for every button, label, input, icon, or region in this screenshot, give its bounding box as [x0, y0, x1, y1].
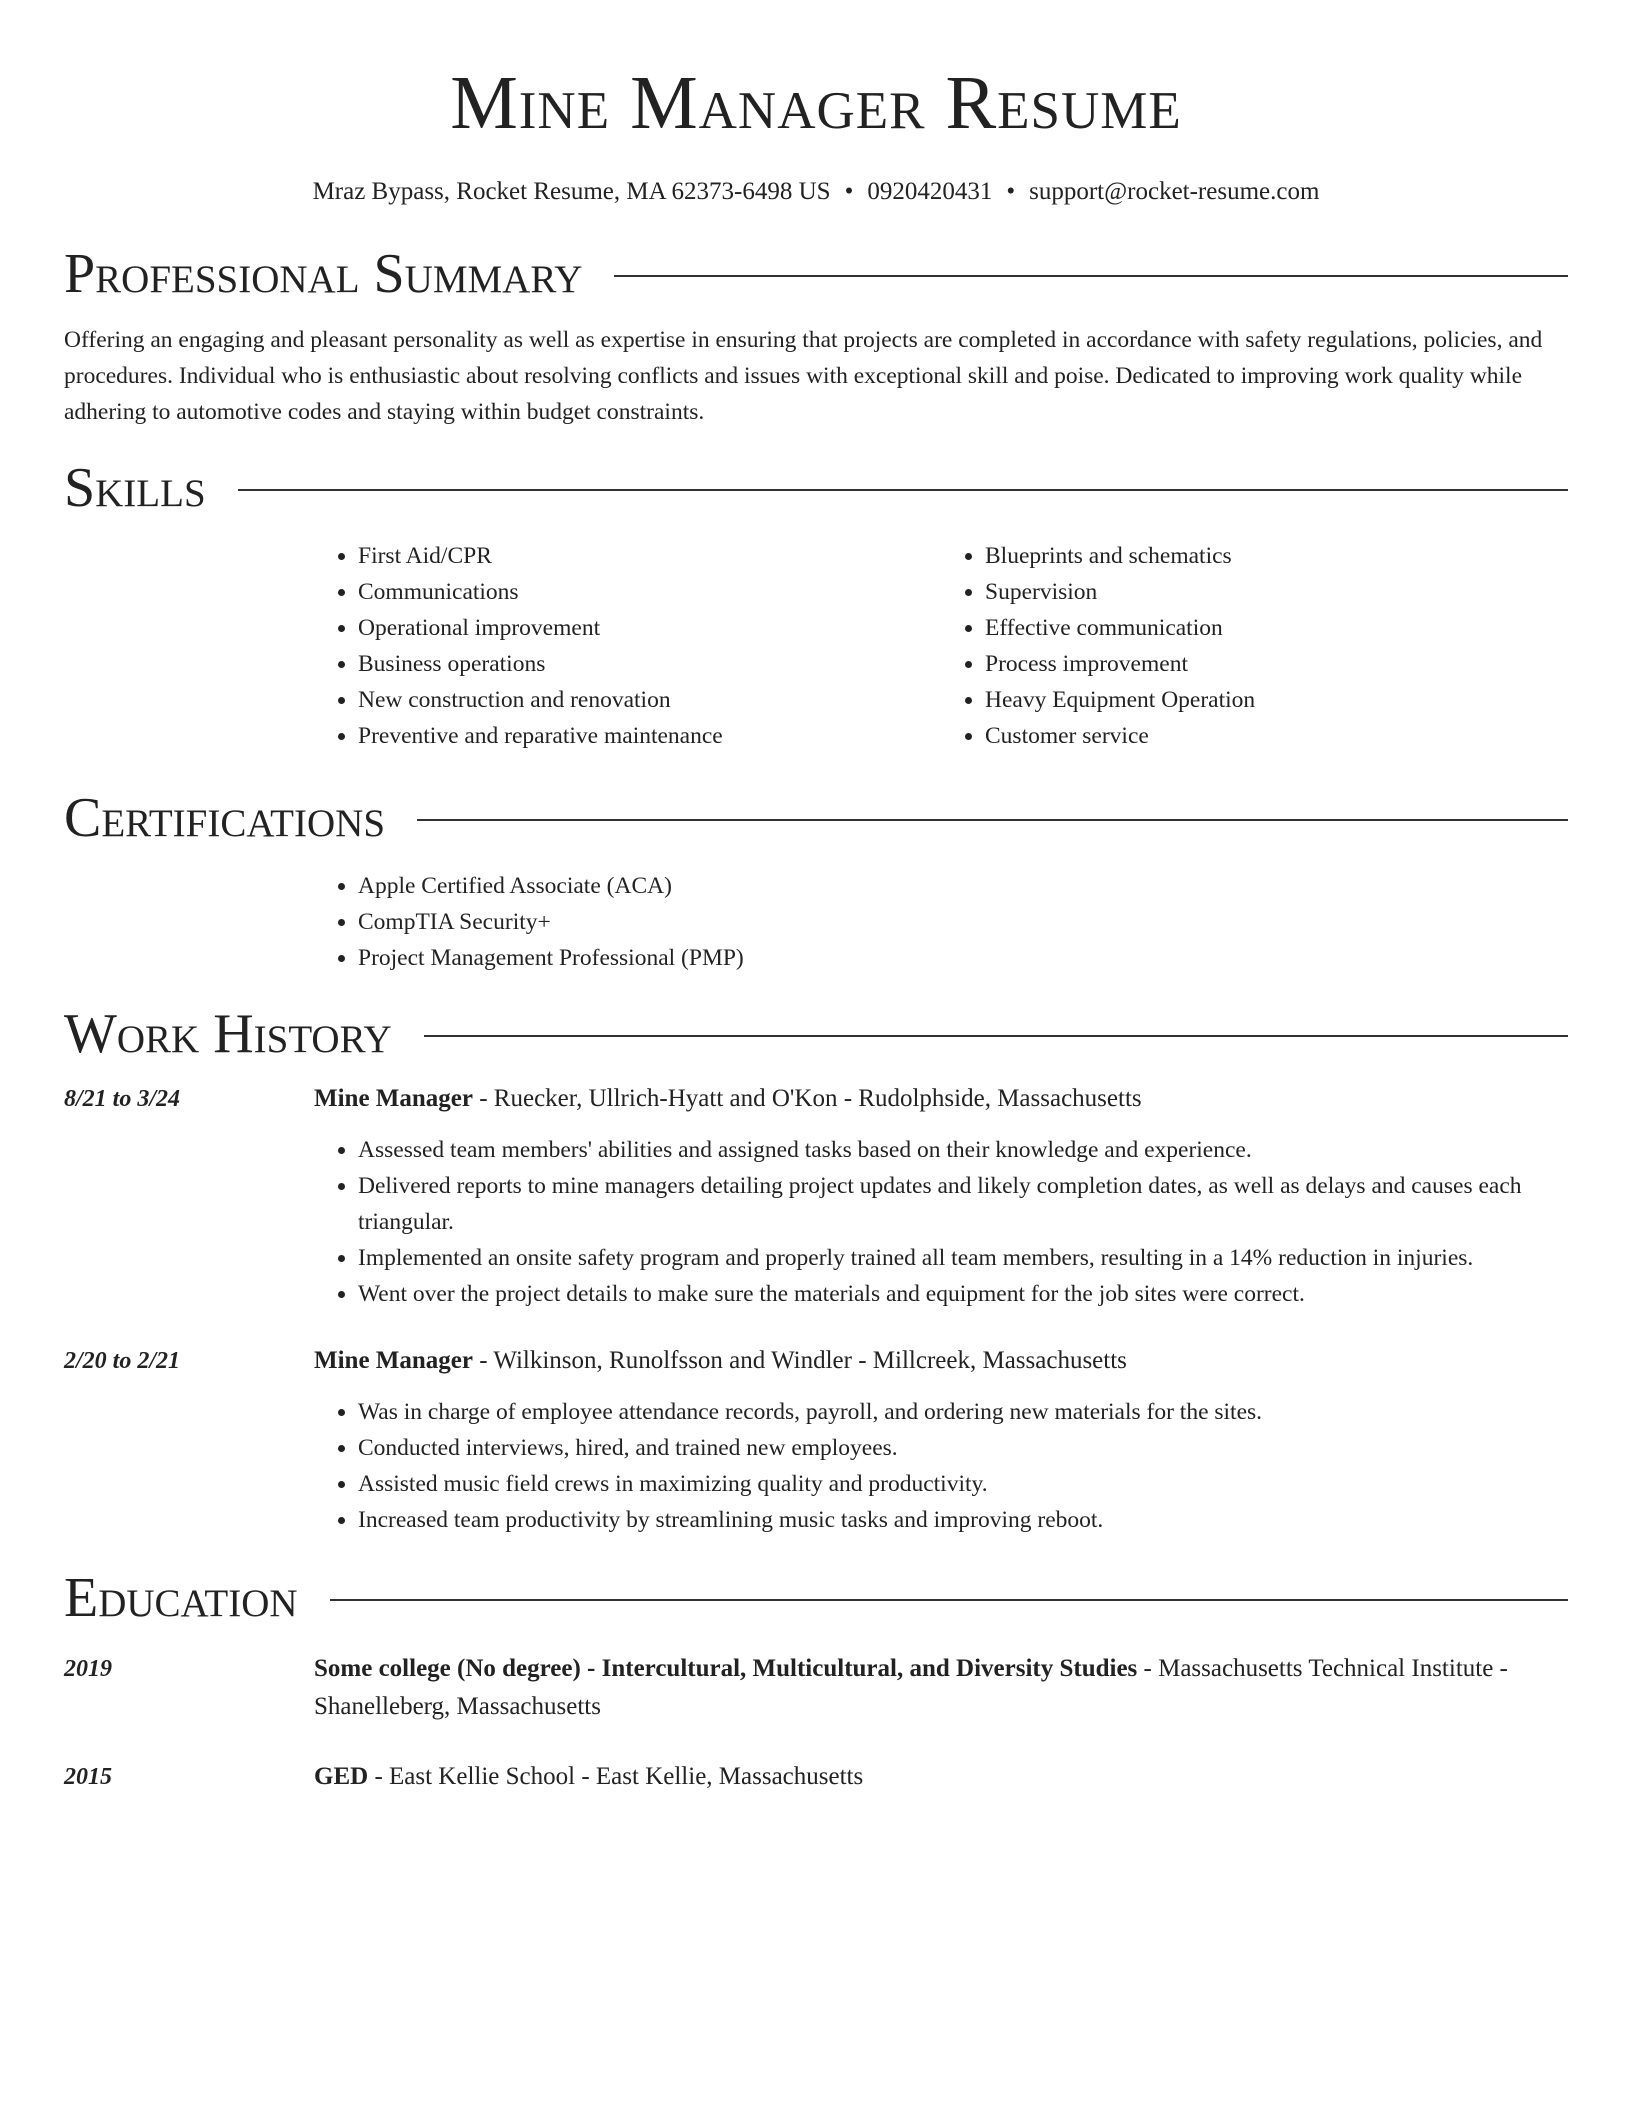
- contact-line: [64, 176, 1568, 208]
- education-degree: Some college (No degree) - Intercultural, Multicultural, and Diversity Studies: [314, 1655, 1138, 1682]
- skill-item: • Heavy Equipment Operation: [985, 682, 1568, 718]
- skill-item: • Business operations: [358, 646, 941, 682]
- education-date: 2019: [64, 1656, 112, 1682]
- job-date: 8/21 to 3/24: [64, 1086, 181, 1112]
- skill-item: • Preventive and reparative maintenance: [358, 718, 941, 754]
- contact-email: support@rocket-resume.com: [1029, 178, 1320, 205]
- education-entry: [64, 1758, 1568, 1796]
- job-entry: [64, 1342, 1568, 1538]
- job-bullet: • Delivered reports to mine managers detailing project updates and likely completion dates, as well as delays and causes each triangular.: [358, 1168, 1568, 1240]
- job-bullet: • Increased team productivity by streamlining music tasks and improving reboot.: [358, 1502, 1568, 1538]
- contact-phone: 0920420431: [867, 178, 993, 205]
- education-entry: [64, 1650, 1568, 1726]
- job-bullets: [314, 1394, 1568, 1538]
- job-bullet: • Implemented an onsite safety program and properly trained all team members, resulting in a 14% reduction in injuries.: [358, 1240, 1568, 1276]
- job-date: 2/20 to 2/21: [64, 1348, 181, 1374]
- work-heading: Work History: [64, 1003, 392, 1065]
- job-details: - Ruecker, Ullrich-Hyatt and O'Kon - Rudolphside, Massachusetts: [472, 1085, 1142, 1112]
- job-bullets: [314, 1132, 1568, 1312]
- contact-separator: •: [844, 178, 854, 205]
- section-divider: [330, 1599, 1568, 1601]
- certification-item: • Apple Certified Associate (ACA): [358, 868, 1568, 904]
- skills-list-left: [314, 538, 941, 754]
- education-details: - East Kellie School - East Kellie, Massachusetts: [368, 1763, 864, 1790]
- section-divider: [424, 1035, 1568, 1037]
- job-title: Mine Manager: [314, 1085, 473, 1112]
- skills-heading: Skills: [64, 457, 206, 519]
- skill-item: • Operational improvement: [358, 610, 941, 646]
- certification-item: • CompTIA Security+: [358, 904, 1568, 940]
- certifications-heading: Certifications: [64, 787, 386, 849]
- contact-separator: •: [1006, 178, 1016, 205]
- certifications-section-header: [64, 786, 1568, 850]
- skills-list-right: [941, 538, 1568, 754]
- education-date: 2015: [64, 1764, 112, 1790]
- skill-item: • Process improvement: [985, 646, 1568, 682]
- job-details: - Wilkinson, Runolfsson and Windler - Millcreek, Massachusetts: [472, 1347, 1127, 1374]
- job-body: [314, 1080, 1568, 1312]
- certifications-list: [314, 868, 1568, 976]
- resume-title: Mine Manager Resume: [450, 61, 1182, 145]
- summary-heading: Professional Summary: [64, 243, 583, 305]
- job-body: [314, 1342, 1568, 1538]
- job-bullet: • Conducted interviews, hired, and trained new employees.: [358, 1430, 1568, 1466]
- work-section-header: [64, 1002, 1568, 1066]
- skill-item: • Supervision: [985, 574, 1568, 610]
- education-heading: Education: [64, 1567, 298, 1629]
- education-body: [314, 1650, 1568, 1726]
- skill-item: • First Aid/CPR: [358, 538, 941, 574]
- job-bullet: • Went over the project details to make sure the materials and equipment for the job sites were correct.: [358, 1276, 1568, 1312]
- summary-text: Offering an engaging and pleasant personality as well as expertise in ensuring that projects are completed in accordance with safety regulations, policies, and procedures. Individual who is enthusiastic about resolving conflicts and issues with exceptional skill and poise. Dedicated to improving work quality while adhering to automotive codes and staying within budget constraints.: [64, 327, 1543, 425]
- education-body: [314, 1758, 1568, 1796]
- job-title: Mine Manager: [314, 1347, 473, 1374]
- summary-section-header: [64, 242, 1568, 306]
- education-section-header: [64, 1566, 1568, 1630]
- education-details: - Massachusetts Technical Institute - Shanelleberg, Massachusetts: [314, 1655, 1508, 1720]
- job-bullet: • Was in charge of employee attendance records, payroll, and ordering new materials for the sites.: [358, 1394, 1568, 1430]
- skill-item: • Customer service: [985, 718, 1568, 754]
- skills-columns: [314, 538, 1568, 754]
- skill-item: • New construction and renovation: [358, 682, 941, 718]
- job-bullet: • Assisted music field crews in maximizing quality and productivity.: [358, 1466, 1568, 1502]
- section-divider: [614, 275, 1568, 277]
- certification-item: • Project Management Professional (PMP): [358, 940, 1568, 976]
- education-degree: GED: [314, 1763, 369, 1790]
- skill-item: • Effective communication: [985, 610, 1568, 646]
- skill-item: • Communications: [358, 574, 941, 610]
- contact-address: Mraz Bypass, Rocket Resume, MA 62373-6498 US: [312, 178, 831, 205]
- job-heading: [314, 1342, 1568, 1380]
- job-entry: [64, 1080, 1568, 1312]
- skill-item: • Blueprints and schematics: [985, 538, 1568, 574]
- job-heading: [314, 1080, 1568, 1118]
- skills-section-header: [64, 456, 1568, 520]
- job-bullet: • Assessed team members' abilities and assigned tasks based on their knowledge and experience.: [358, 1132, 1568, 1168]
- section-divider: [417, 819, 1568, 821]
- section-divider: [238, 489, 1568, 491]
